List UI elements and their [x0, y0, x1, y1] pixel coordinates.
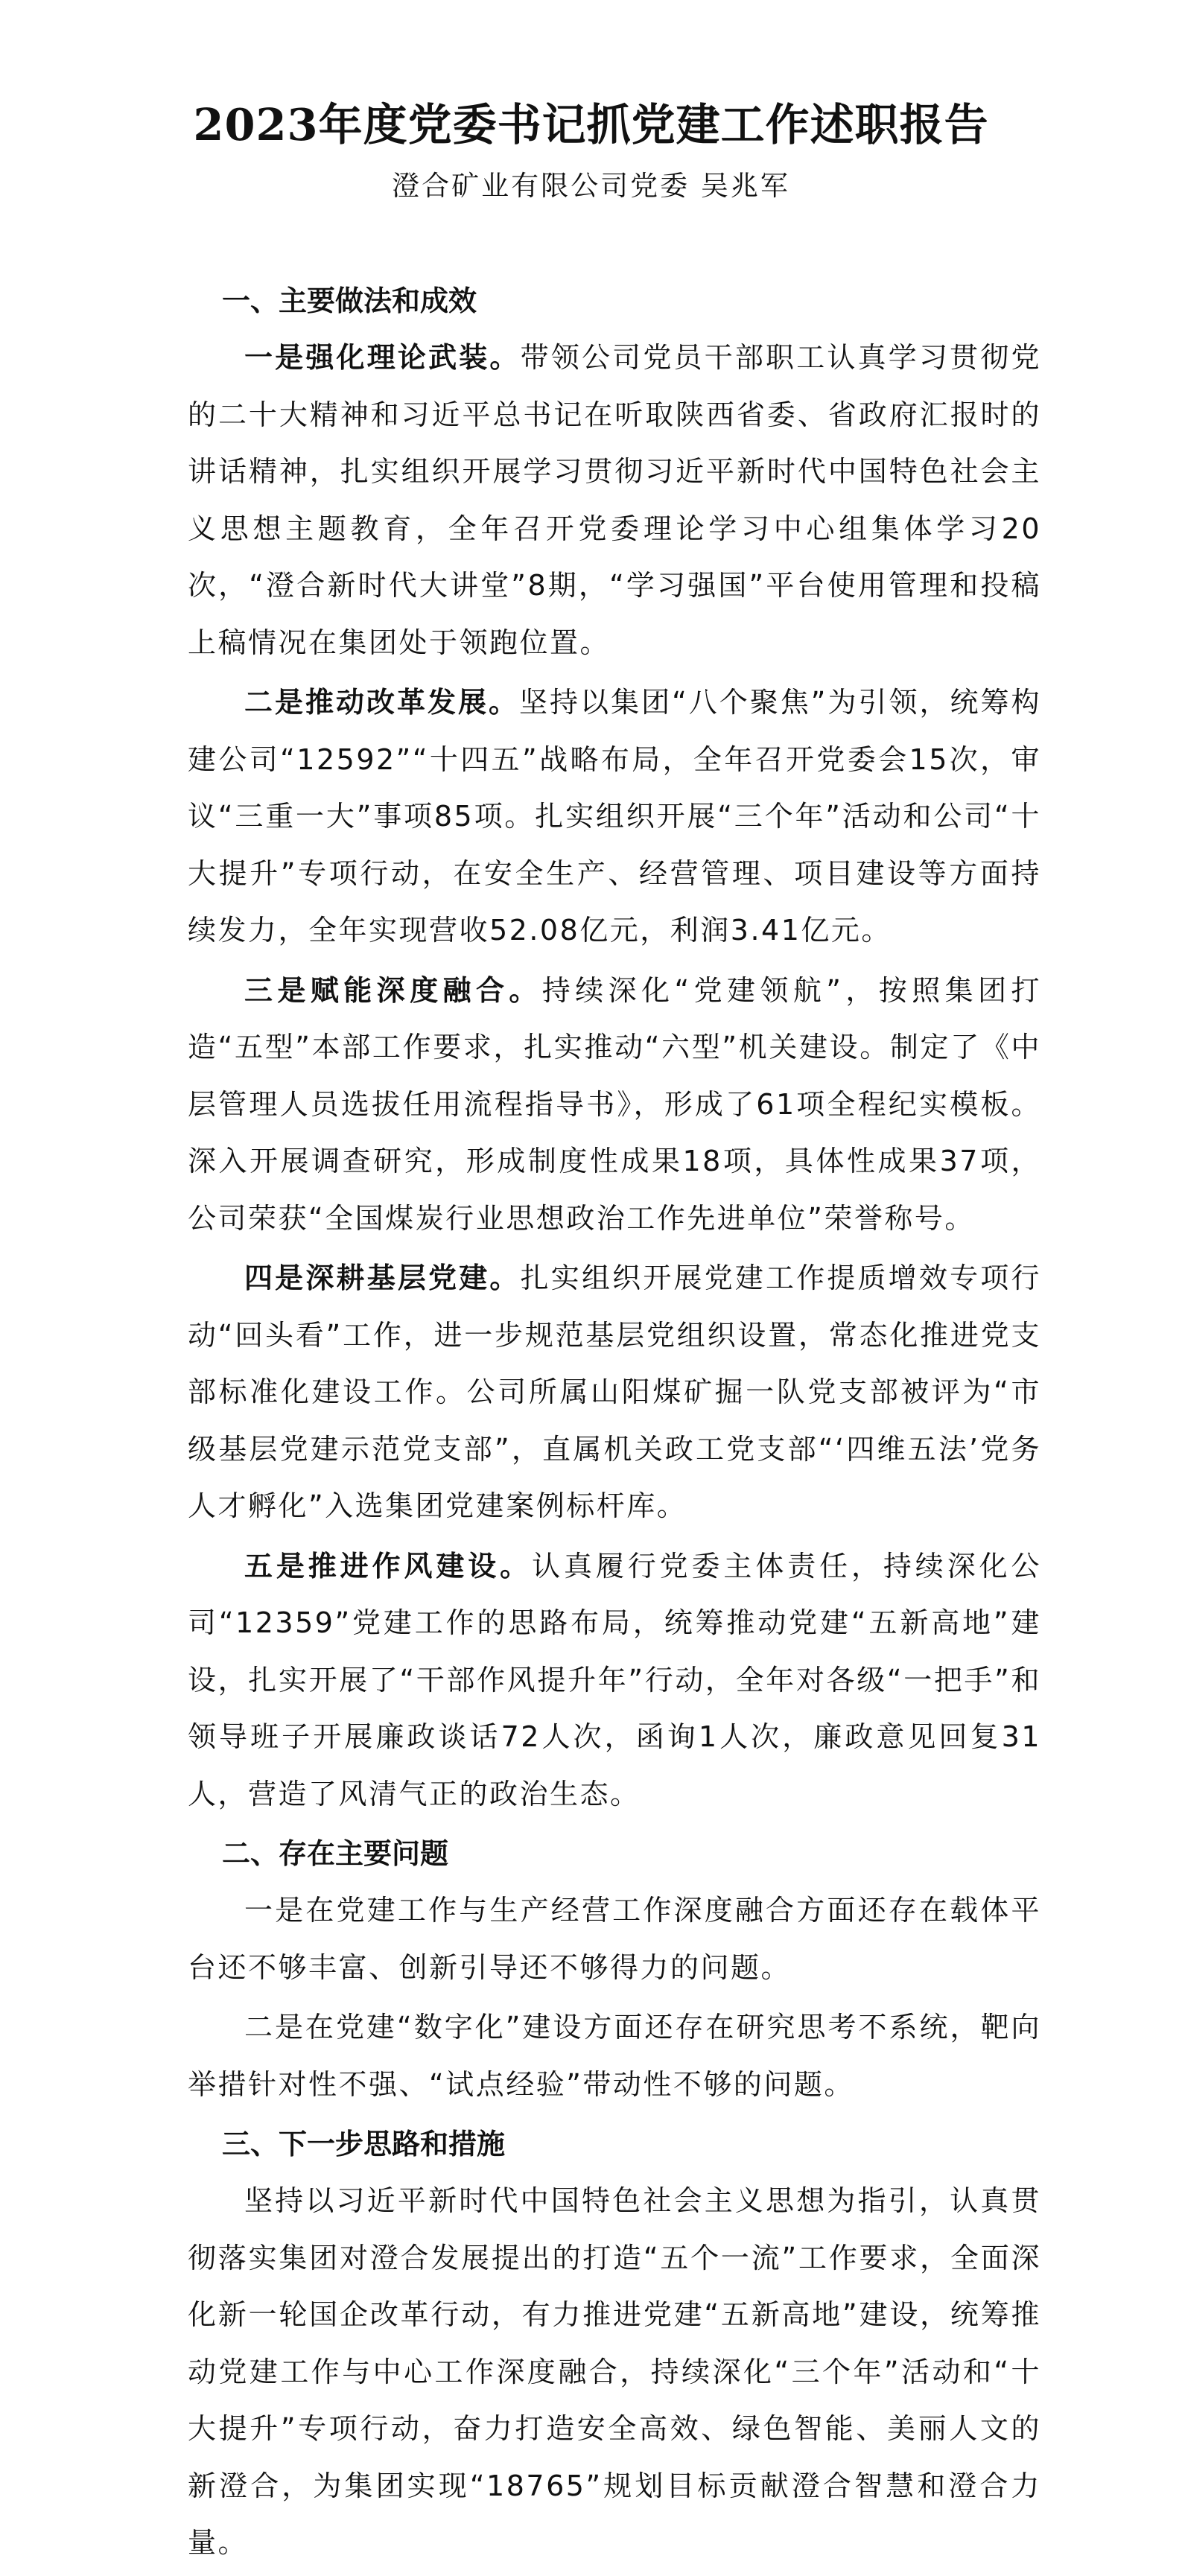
paragraph-text: 带领公司党员干部职工认真学习贯彻党的二十大精神和习近平总书记在听取陕西省委、省政府汇报时的讲话精神，扎实组织开展学习贯彻习近平新时代中国特色社会主义思想主题教育，全年召开党委理论学习中心组集体学习20次，“澄合新时代大讲堂”8期，“学习强国”平台使用管理和投稿上稿情况在集团处于领跑位置。 [188, 341, 1041, 659]
paragraph-integration [188, 962, 1041, 1247]
report-body [188, 273, 1041, 2575]
paragraph-problem-one [188, 1882, 1041, 1996]
paragraph-grassroots [188, 1250, 1041, 1535]
section-practices-and-results [188, 273, 1041, 1822]
paragraph-text: 一是在党建工作与生产经营工作深度融合方面还存在载体平台还不够丰富、创新引导还不够得力的问题。 [188, 1894, 1041, 1984]
paragraph-lead: 五是推进作风建设。 [244, 1549, 533, 1583]
paragraph-text: 坚持以习近平新时代中国特色社会主义思想为指引，认真贯彻落实集团对澄合发展提出的打造“五个一流”工作要求，全面深化新一轮国企改革行动，有力推进党建“五新高地”建设，统筹推动党建工作与中心工作深度融合，持续深化“三个年”活动和“十大提升”专项行动，奋力打造安全高效、绿色智能、美丽人文的新澄合，为集团实现“18765”规划目标贡献澄合智慧和澄合力量。 [188, 2184, 1041, 2559]
paragraph-work-style [188, 1538, 1041, 1823]
report-author: 澄合矿业有限公司党委 吴兆军 [392, 170, 790, 202]
section-main-problems [188, 1825, 1041, 2113]
paragraph-text: 认真履行党委主体责任，持续深化公司“12359”党建工作的思路布局，统筹推动党建“五新高地”建设，扎实开展了“干部作风提升年”行动，全年对各级“一把手”和领导班子开展廉政谈话72人次，函询1人次，廉政意见回复31人，营造了风清气正的政治生态。 [188, 1549, 1041, 1810]
paragraph-reform [188, 674, 1041, 959]
paragraph-lead: 一是强化理论武装。 [244, 341, 521, 374]
section-heading: 三、下一步思路和措施 [222, 2128, 506, 2160]
paragraph-text: 持续深化“党建领航”，按照集团打造“五型”本部工作要求，扎实推动“六型”机关建设。制定了《中层管理人员选拔任用流程指导书》，形成了61项全程纪实模板。深入开展调查研究，形成制度性成果18项，具体性成果37项，公司荣获“全国煤炭行业思想政治工作先进单位”荣誉称号。 [188, 973, 1041, 1235]
paragraph-text: 坚持以集团“八个聚焦”为引领，统筹构建公司“12592”“十四五”战略布局，全年召开党委会15次，审议“三重一大”事项85项。扎实组织开展“三个年”活动和公司“十大提升”专项行动，在安全生产、经营管理、项目建设等方面持续发力，全年实现营收52.08亿元，利润3.41亿元。 [188, 686, 1041, 947]
section-heading: 一、主要做法和成效 [222, 284, 477, 317]
section-heading: 二、存在主要问题 [222, 1837, 449, 1870]
paragraph-lead: 二是推动改革发展。 [244, 686, 520, 719]
paragraph-lead: 三是赋能深度融合。 [244, 973, 542, 1007]
paragraph-text: 扎实组织开展党建工作提质增效专项行动“回头看”工作，进一步规范基层党组织设置，常态化推进党支部标准化建设工作。公司所属山阳煤矿掘一队党支部被评为“市级基层党建示范党支部”，直属机关政工党支部“‘四维五法’党务人才孵化”入选集团党建案例标杆库。 [188, 1262, 1041, 1522]
paragraph-theory [188, 329, 1041, 671]
paragraph-next-steps [188, 2172, 1041, 2572]
section-next-steps [188, 2116, 1041, 2572]
report-title: 2023年度党委书记抓党建工作述职报告 [193, 99, 989, 150]
paragraph-text: 二是在党建“数字化”建设方面还存在研究思考不系统，靶向举措针对性不强、“试点经验”带动性不够的问题。 [188, 2011, 1041, 2101]
paragraph-lead: 四是深耕基层党建。 [244, 1262, 521, 1294]
paragraph-problem-two [188, 1999, 1041, 2113]
